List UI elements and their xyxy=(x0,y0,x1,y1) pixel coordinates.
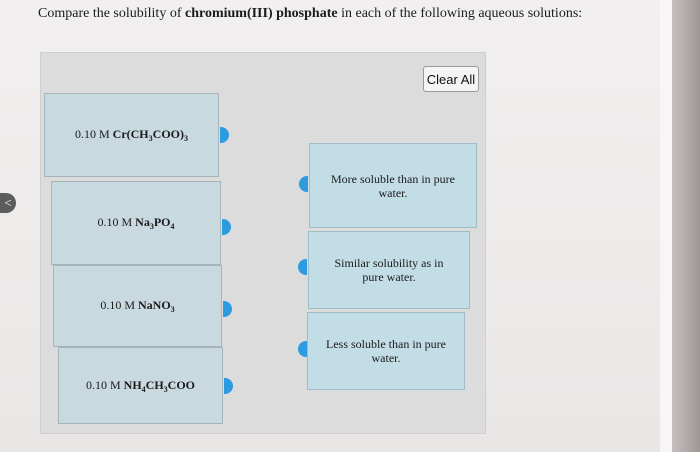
question-prefix: Compare the solubility of xyxy=(38,6,185,21)
clear-all-button[interactable]: Clear All xyxy=(423,66,479,92)
draggable-item-na-nitrate[interactable] xyxy=(53,265,222,347)
draggable-item-ammonium-acetate[interactable] xyxy=(58,347,223,424)
drop-handle-left-icon[interactable] xyxy=(298,259,307,275)
chevron-left-icon: < xyxy=(4,195,12,210)
draggable-item-na-phosphate[interactable] xyxy=(51,181,221,265)
item-label: 0.10 M $NH_4CH_3COO$ xyxy=(85,377,195,394)
back-tab-button[interactable] xyxy=(0,193,16,213)
item-label: 0.10 M $Cr(CH_3COO)_3$ xyxy=(74,127,188,143)
target-label: More soluble than in pure water. xyxy=(331,171,455,200)
item-label: 0.10 M $Na_3PO_4$ xyxy=(97,215,175,231)
target-label: Less soluble than in pure water. xyxy=(326,337,446,365)
item-label: 0.10 M NaNO$_3$ xyxy=(100,298,175,314)
question-text xyxy=(38,6,582,22)
drop-target-more-soluble[interactable] xyxy=(309,143,477,228)
question-compound: chromium(III) phosphate xyxy=(184,6,338,21)
draggable-item-cr-acetate[interactable] xyxy=(44,93,219,177)
drop-target-less-soluble[interactable] xyxy=(307,312,465,390)
window-edge xyxy=(660,0,700,452)
drop-handle-left-icon[interactable] xyxy=(299,176,308,192)
drop-target-similar-solubility[interactable] xyxy=(308,231,470,309)
drop-handle-left-icon[interactable] xyxy=(298,341,307,357)
target-label: Similar solubility as in pure water. xyxy=(334,256,444,284)
question-suffix: in each of the following aqueous solutions: xyxy=(337,6,583,21)
